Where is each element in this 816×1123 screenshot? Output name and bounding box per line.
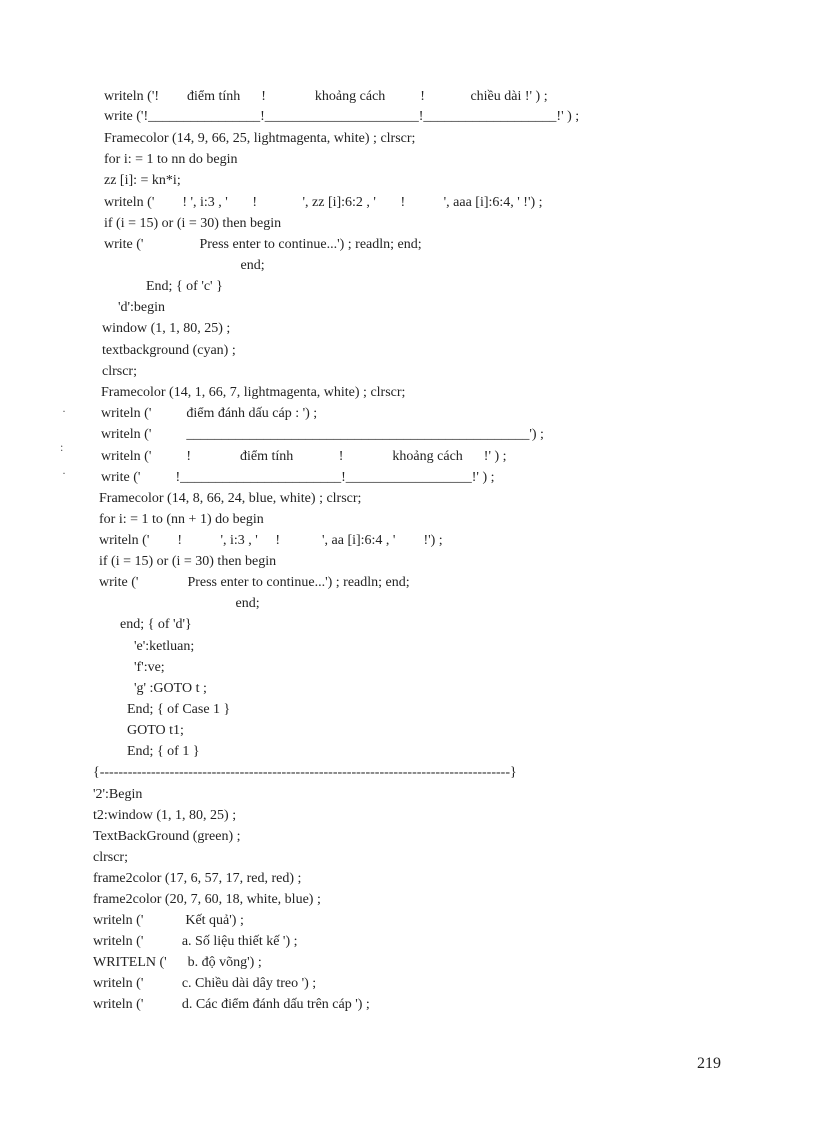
code-line: 'f':ve; [99, 660, 165, 675]
code-line: '2':Begin [93, 787, 143, 802]
code-line: end; { of 'd'} [99, 617, 192, 632]
code-line: 'd':begin [104, 300, 166, 315]
code-line: if (i = 15) or (i = 30) then begin [104, 216, 282, 231]
code-line: Framecolor (14, 9, 66, 25, lightmagenta, white) ; clrscr; [104, 131, 416, 146]
code-line: TextBackGround (green) ; [93, 829, 241, 844]
code-line: End; { of 1 } [99, 744, 200, 759]
code-line: write (' Press enter to continue...') ; readln; end; [104, 237, 422, 252]
code-line: GOTO t1; [99, 723, 184, 738]
code-line: window (1, 1, 80, 25) ; [102, 321, 231, 336]
code-line: write (' !_______________________!__________________!' ) ; [101, 470, 495, 485]
code-line: WRITELN (' b. độ võng') ; [93, 955, 262, 970]
code-line: write ('!________________!______________________!___________________!' ) ; [104, 109, 580, 124]
code-line: End; { of 'c' } [104, 279, 223, 294]
code-line: writeln (' _________________________________________________') ; [101, 427, 544, 442]
scan-speck: : [60, 440, 64, 454]
code-line: if (i = 15) or (i = 30) then begin [99, 554, 277, 569]
code-line: clrscr; [102, 364, 137, 379]
code-line: writeln (' điểm đánh dấu cáp : ') ; [101, 406, 318, 421]
code-line: writeln (' a. Số liệu thiết kế ') ; [93, 934, 298, 949]
code-line: Framecolor (14, 1, 66, 7, lightmagenta, white) ; clrscr; [101, 385, 406, 400]
code-line: writeln (' c. Chiều dài dây treo ') ; [93, 976, 317, 991]
code-line: end; [99, 596, 260, 611]
code-line: writeln ('! điểm tính ! khoảng cách ! chiều dài !' ) ; [104, 89, 548, 104]
code-line: writeln (' ! điểm tính ! khoảng cách !' ) ; [101, 449, 507, 464]
code-line: textbackground (cyan) ; [102, 343, 236, 358]
code-line: End; { of Case 1 } [99, 702, 231, 717]
code-line: writeln (' ! ', i:3 , ' ! ', aa [i]:6:4 , ' !') ; [99, 533, 443, 548]
scan-speck: · [62, 466, 66, 480]
scan-speck: · [62, 404, 66, 418]
code-line: write (' Press enter to continue...') ; readln; end; [99, 575, 410, 590]
code-line: writeln (' Kết quả') ; [93, 913, 244, 928]
code-line: writeln (' d. Các điểm đánh dấu trên cáp ') ; [93, 997, 370, 1012]
code-line: for i: = 1 to nn do begin [104, 152, 238, 167]
page-number: 219 [697, 1055, 721, 1072]
code-line: frame2color (20, 7, 60, 18, white, blue) ; [93, 892, 321, 907]
code-line: writeln (' ! ', i:3 , ' ! ', zz [i]:6:2 , ' ! ', aaa [i]:6:4, ' !') ; [104, 195, 543, 210]
code-line: 'e':ketluan; [99, 639, 195, 654]
code-line: clrscr; [93, 850, 128, 865]
separator-comment: {----------------------------------------------------------------------------------------} [93, 765, 517, 780]
code-line: for i: = 1 to (nn + 1) do begin [99, 512, 264, 527]
code-line: 'g' :GOTO t ; [99, 681, 207, 696]
code-line: end; [104, 258, 265, 273]
code-line: frame2color (17, 6, 57, 17, red, red) ; [93, 871, 302, 886]
code-line: Framecolor (14, 8, 66, 24, blue, white) ; clrscr; [99, 491, 362, 506]
code-line: zz [i]: = kn*i; [104, 173, 181, 188]
code-line: t2:window (1, 1, 80, 25) ; [93, 808, 237, 823]
